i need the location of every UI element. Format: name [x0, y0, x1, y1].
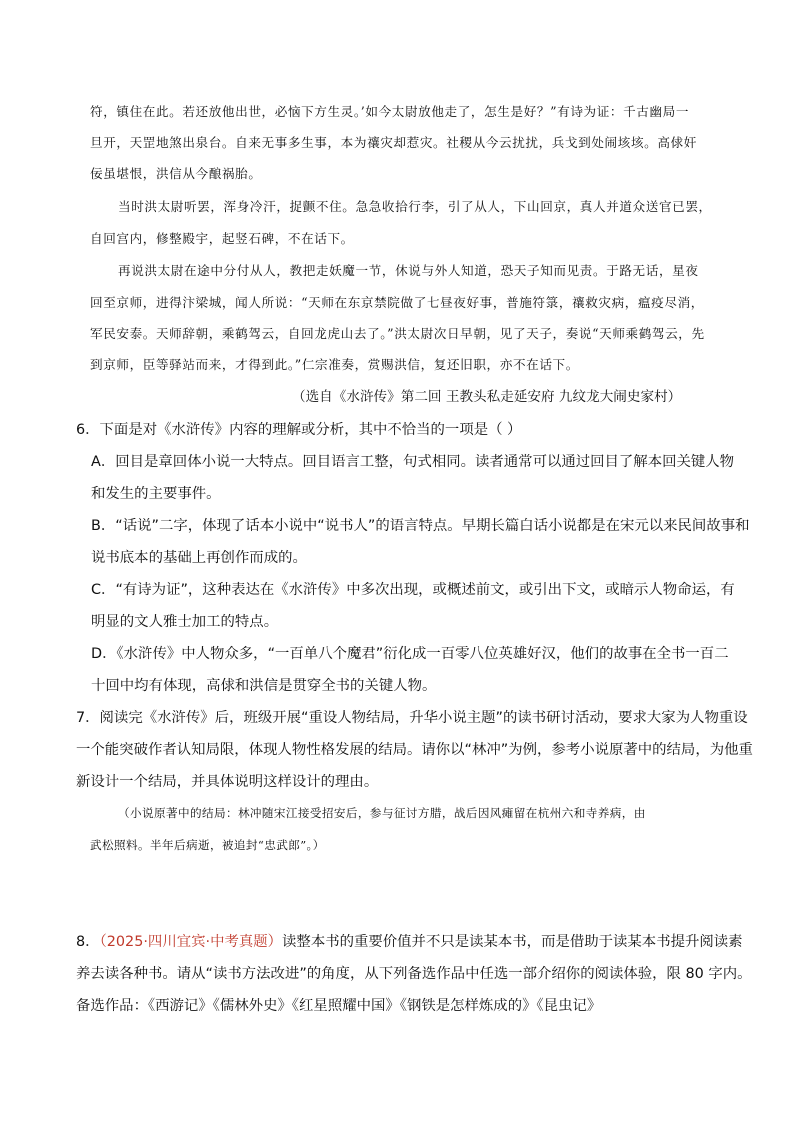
passage-line-8: 军民安泰。天师辞朝，乘鹤驾云，自回龙虎山去了。”洪太尉次日早朝，见了天子，奏说“天师乘鹤驾云，先 [90, 326, 705, 341]
passage-line-7: 回至京师，进得汴梁城，闻人所说：“天师在东京禁院做了七昼夜好事，普施符箓，禳救灾病，瘟疫尽消， [90, 295, 704, 310]
q6-option-d-cont: 十回中均有体现，高俅和洪信是贯穿全书的关键人物。 [91, 678, 437, 694]
q6-option-c: C．“有诗为证”，这种表达在《水浒传》中多次出现，或概述前文，或引出下文，或暗示人物命运，有 [91, 582, 735, 598]
q6-option-b-cont: 说书底本的基础上再创作而成的。 [91, 550, 307, 566]
q8-number: 8． [76, 934, 100, 950]
q7-line-1: 7．阅读完《水浒传》后，班级开展“重设人物结局，升华小说主题”的读书研讨活动，要求大家为人物重设 [76, 710, 748, 726]
q7-note-line-1: （小说原著中的结局：林冲随宋江接受招安后，参与征讨方腊，战后因风瘫留在杭州六和寺养病，由 [118, 806, 646, 820]
passage-line-1: 符，镇住在此。若还放他出世，必恼下方生灵。’如今太尉放他走了，怎生是好？”有诗为证：千古幽局一 [90, 104, 690, 119]
q8-line-1-text: 读整本书的重要价值并不只是读某本书，而是借助于读某本书提升阅读素 [282, 934, 743, 950]
passage-line-5: 自回宫内，修整殿宇，起竖石碑，不在话下。 [90, 231, 354, 246]
q6-option-a-cont: 和发生的主要事件。 [91, 486, 221, 502]
passage-line-4: 当时洪太尉听罢，浑身冷汗，捉颤不住。急急收拾行李，引了从人，下山回京，真人并道众送官已罢， [118, 199, 712, 214]
q7-note-line-2: 武松照料。半年后病逝，被追封“忠武郎”。） [90, 838, 325, 852]
passage-line-9: 到京师，臣等驿站而来，才得到此。”仁宗准奏，赏赐洪信，复还旧职，亦不在话下。 [90, 357, 579, 372]
q6-option-b: B．“话说”二字，体现了话本小说中“说书人”的语言特点。早期长篇白话小说都是在宋元以来民间故事和 [91, 518, 750, 534]
q8-source-tag: （2025·四川宜宾·中考真题） [99, 934, 283, 950]
q6-stem: 6．下面是对《水浒传》内容的理解或分析，其中不恰当的一项是（ ） [76, 422, 522, 438]
passage-line-2: 旦开，天罡地煞出泉台。自来无事多生事，本为禳灾却惹灾。社稷从今云扰扰，兵戈到处闹垓垓。高俅奸 [90, 135, 697, 150]
q8-line-1 [76, 931, 743, 953]
q7-line-3: 新设计一个结局，并具体说明这样设计的理由。 [76, 774, 379, 790]
q6-option-c-cont: 明显的文人雅士加工的特点。 [91, 614, 279, 630]
q8-line-3: 备选作品：《西游记》《儒林外史》《红星照耀中国》《钢铁是怎样炼成的》《昆虫记》 [76, 998, 602, 1014]
q8-line-2: 养去读各种书。请从“读书方法改进”的角度，从下列备选作品中任选一部介绍你的阅读体验，限 80 字内。 [76, 966, 752, 982]
passage-line-3: 佞虽堪恨，洪信从今酿祸胎。 [90, 166, 262, 181]
passage-line-6: 再说洪太尉在途中分付从人，教把走妖魔一节，休说与外人知道，恐天子知而见责。于路无话，星夜 [118, 263, 699, 278]
q7-line-2: 一个能突破作者认知局限，体现人物性格发展的结局。请你以“林冲”为例，参考小说原著中的结局，为他重 [76, 742, 753, 758]
passage-source: （选自《水浒传》第二回 王教头私走延安府 九纹龙大闹史家村） [292, 389, 682, 405]
q6-option-a: A．回目是章回体小说一大特点。回目语言工整，句式相同。读者通常可以通过回目了解本回关键人物 [91, 454, 735, 470]
q6-option-d: D．《水浒传》中人物众多，“一百单八个魔君”衍化成一百零八位英雄好汉，他们的故事在全书一百二 [91, 646, 729, 662]
